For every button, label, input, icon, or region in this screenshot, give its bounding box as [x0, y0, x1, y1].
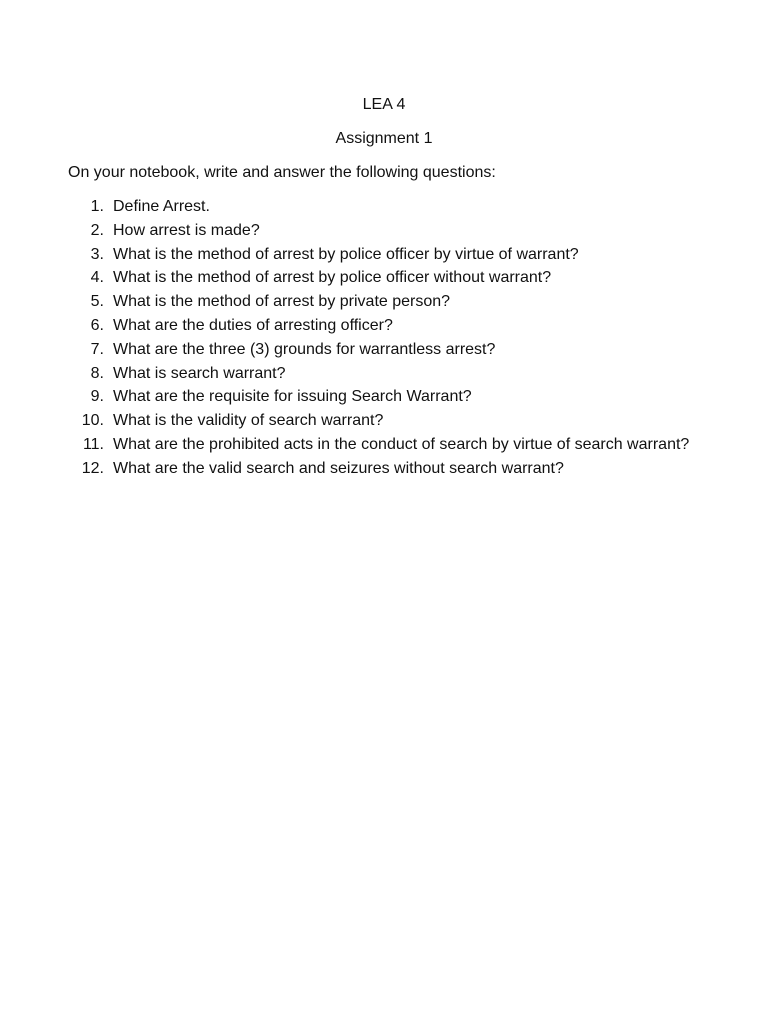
question-text: What is the method of arrest by private person?	[113, 293, 451, 311]
question-number: 10.	[81, 412, 104, 430]
question-item	[68, 292, 748, 316]
assignment-title: Assignment 1	[335, 130, 433, 147]
question-number: 7.	[90, 340, 104, 358]
question-text: What is the method of arrest by police officer without warrant?	[113, 269, 552, 287]
question-number: 2.	[90, 221, 104, 239]
question-number: 11.	[82, 435, 104, 453]
question-number: 5.	[90, 293, 104, 311]
question-text: What is the method of arrest by police officer by virtue of warrant?	[113, 245, 579, 263]
question-number: 1.	[90, 198, 104, 215]
question-number: 9.	[90, 388, 104, 406]
question-item	[68, 459, 748, 483]
question-text: Define Arrest.	[113, 198, 210, 215]
question-item	[68, 435, 748, 459]
question-text: How arrest is made?	[113, 221, 260, 239]
course-title: LEA 4	[362, 96, 406, 113]
question-item	[68, 411, 748, 435]
question-item	[68, 268, 748, 292]
question-item	[68, 316, 748, 340]
question-number: 4.	[90, 269, 104, 287]
question-list	[68, 197, 748, 483]
question-text: What are the requisite for issuing Search Warrant?	[113, 388, 472, 406]
question-text: What are the three (3) grounds for warrantless arrest?	[113, 340, 496, 358]
question-item	[68, 197, 748, 221]
question-item	[68, 221, 748, 245]
question-number: 12.	[81, 459, 104, 477]
question-number: 3.	[90, 245, 104, 263]
question-text: What is the validity of search warrant?	[113, 412, 384, 430]
question-text: What are the duties of arresting officer?	[113, 316, 393, 334]
instruction-text: On your notebook, write and answer the following questions:	[68, 164, 496, 181]
question-number: 8.	[90, 364, 104, 382]
question-item	[68, 340, 748, 364]
question-number: 6.	[90, 316, 104, 334]
question-item	[68, 364, 748, 388]
question-text: What are the valid search and seizures without search warrant?	[113, 459, 564, 477]
question-text: What is search warrant?	[113, 364, 286, 382]
question-item	[68, 245, 748, 269]
question-text: What are the prohibited acts in the conduct of search by virtue of search warrant?	[113, 435, 690, 453]
question-item	[68, 387, 748, 411]
